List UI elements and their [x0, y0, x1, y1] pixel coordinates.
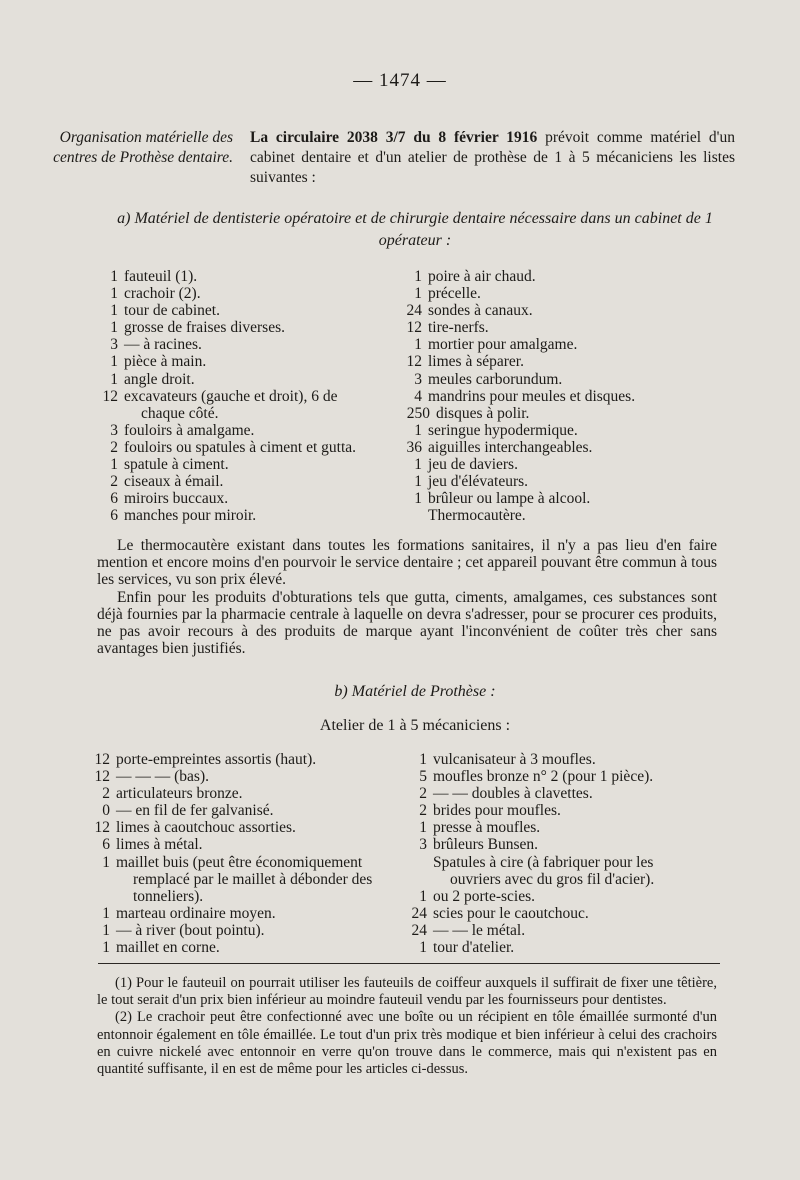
item-text: pièce à main. [124, 353, 207, 371]
list-item [88, 836, 398, 853]
item-quantity: 12 [406, 319, 422, 337]
item-quantity: 1 [102, 939, 110, 957]
item-quantity: 1 [102, 904, 110, 922]
item-text: disques à polir. [436, 404, 530, 422]
item-text: moufles bronze n° 2 (pour 1 pièce). [433, 768, 654, 786]
item-text: articulateurs bronze. [116, 785, 243, 803]
item-text: ciseaux à émail. [124, 473, 224, 491]
list-item [96, 371, 401, 388]
item-text: brûleurs Bunsen. [433, 836, 539, 854]
item-quantity: 1 [419, 751, 427, 768]
item-text: mortier pour amalgame. [428, 336, 578, 354]
item-quantity: 2 [419, 785, 427, 803]
item-quantity: 1 [414, 268, 422, 285]
item-quantity: 2 [110, 438, 118, 456]
item-text: poire à air chaud. [428, 268, 536, 285]
item-text: meules carborundum. [428, 370, 563, 388]
item-quantity: 12 [94, 819, 110, 837]
item-text: — — le métal. [433, 921, 526, 939]
item-text: maillet en corne. [116, 939, 220, 957]
list-item [88, 802, 398, 819]
item-text: — à river (bout pointu). [116, 921, 265, 939]
list-item [88, 922, 398, 939]
item-quantity: 4 [414, 387, 422, 405]
item-text: brûleur ou lampe à alcool. [428, 490, 591, 508]
item-text: marteau ordinaire moyen. [116, 904, 276, 922]
item-text: crachoir (2). [124, 285, 201, 303]
list-item [405, 922, 720, 939]
item-text: spatule à ciment. [124, 456, 229, 474]
list-item-continuation: remplacé par le maillet à débonder des tonneliers). [133, 870, 373, 905]
item-quantity: 250 [406, 404, 430, 422]
item-quantity: 3 [414, 370, 422, 388]
item-quantity: 1 [414, 456, 422, 474]
item-text: tire-nerfs. [428, 319, 489, 337]
list-item [96, 302, 401, 319]
section-b-heading: b) Matériel de Prothèse : [334, 683, 496, 700]
item-text: limes à séparer. [428, 353, 524, 371]
list-item [96, 336, 401, 353]
list-item [96, 507, 401, 524]
list-item [88, 768, 398, 785]
item-text: sondes à canaux. [428, 302, 533, 320]
item-text: angle droit. [124, 370, 195, 388]
list-item [405, 768, 720, 785]
item-text: vulcanisateur à 3 moufles. [433, 751, 596, 768]
item-text: aiguilles interchangeables. [428, 438, 593, 456]
list-item [405, 888, 720, 905]
item-text: — en fil de fer galvanisé. [116, 802, 274, 820]
list-item [96, 439, 401, 456]
list-item [400, 490, 720, 507]
section-b-left-list [88, 751, 398, 956]
list-item [405, 854, 720, 871]
item-text: maillet buis (peut être économiquement [116, 853, 363, 871]
list-item [405, 939, 720, 956]
item-quantity: 6 [102, 836, 110, 854]
item-text: — à racines. [124, 336, 202, 354]
footnote-rule [98, 963, 720, 964]
body-paragraphs [97, 537, 717, 657]
item-quantity: 12 [94, 768, 110, 786]
list-item [96, 285, 401, 302]
list-item [400, 285, 720, 302]
item-text: brides pour moufles. [433, 802, 561, 820]
section-b-subheading: Atelier de 1 à 5 mécaniciens : [319, 717, 511, 734]
list-item [400, 473, 720, 490]
item-quantity: 24 [411, 904, 427, 922]
list-item [96, 473, 401, 490]
item-text: tour de cabinet. [124, 302, 220, 320]
list-item [400, 507, 720, 524]
item-text: limes à métal. [116, 836, 203, 854]
item-quantity: 2 [102, 785, 110, 803]
item-text: limes à caoutchouc assorties. [116, 819, 296, 837]
item-text: fouloirs ou spatules à ciment et gutta. [124, 438, 357, 456]
item-quantity: 1 [414, 285, 422, 303]
list-item [88, 751, 398, 768]
list-item [400, 353, 720, 370]
footnote-1: (1) Pour le fauteuil on pourrait utiliser les fauteuils de coiffeur auxquels il suffirait de fixer une têtière, le tout serait d'un prix bien inférieur au moindre fauteuil vendu par les fournisseurs pour dentistes. [97, 975, 717, 1009]
item-quantity: 1 [110, 370, 118, 388]
paragraph: Le thermocautère existant dans toutes les formations sanitaires, il n'y a pas lieu d'en faire mention et encore moins d'en pourvoir le service dentaire ; cet appareil pouvant être commun à tous les services, vu son prix élevé. [97, 537, 717, 589]
item-quantity: 3 [110, 421, 118, 439]
list-item [96, 388, 401, 405]
item-quantity: 1 [414, 490, 422, 508]
section-a-right-list [400, 268, 720, 524]
item-quantity: 1 [110, 302, 118, 320]
item-quantity: 1 [414, 473, 422, 491]
list-item [405, 785, 720, 802]
item-quantity: 36 [406, 438, 422, 456]
list-item [96, 490, 401, 507]
list-item [405, 819, 720, 836]
item-quantity: 6 [110, 490, 118, 508]
item-text: manches pour miroir. [124, 507, 257, 525]
list-item [96, 268, 401, 285]
list-item [400, 388, 720, 405]
item-quantity: 3 [419, 836, 427, 854]
item-text: ou 2 porte-scies. [433, 887, 536, 905]
section-a-left-list [96, 268, 401, 524]
list-item [400, 422, 720, 439]
list-item-continuation: chaque côté. [141, 404, 219, 422]
list-item [400, 268, 720, 285]
list-item [400, 405, 720, 422]
list-item [96, 319, 401, 336]
item-quantity: 1 [102, 853, 110, 871]
item-quantity: 1 [419, 887, 427, 905]
item-text: jeu de daviers. [428, 456, 518, 474]
list-item [96, 422, 401, 439]
list-item [405, 751, 720, 768]
list-item [96, 456, 401, 473]
item-text: fouloirs à amalgame. [124, 421, 255, 439]
item-text: précelle. [428, 285, 481, 303]
item-quantity: 1 [110, 456, 118, 474]
list-item [400, 336, 720, 353]
item-quantity: 1 [110, 268, 118, 285]
list-item [96, 353, 401, 370]
footnote-2: (2) Le crachoir peut être confectionné avec une boîte ou un récipient en tôle émaillée surmonté d'un entonnoir également en tôle émaillée. Le tout d'un prix très modique et bien inférieur à celui des crachoirs en cuivre nickelé avec entonnoir en verre qu'on trouve dans le commerce, mais qui n'existent pas en quantité suffisante, il en est de même pour les articles ci-dessus. [97, 1009, 717, 1078]
list-item [405, 836, 720, 853]
item-quantity: 2 [419, 802, 427, 820]
item-text: seringue hypodermique. [428, 421, 578, 439]
item-quantity: 1 [102, 921, 110, 939]
item-quantity: 12 [406, 353, 422, 371]
list-item [400, 371, 720, 388]
item-quantity: 2 [110, 473, 118, 491]
footnotes [97, 975, 717, 1078]
item-text: — — — (bas). [116, 768, 209, 786]
item-quantity: 24 [411, 921, 427, 939]
margin-note: Organisation matérielle des centres de Prothèse dentaire. [53, 129, 233, 166]
item-quantity: 5 [419, 768, 427, 786]
list-item [88, 854, 398, 871]
item-text: mandrins pour meules et disques. [428, 387, 636, 405]
page-number: — 1474 — [353, 70, 447, 91]
item-text: Thermocautère. [428, 507, 526, 525]
item-text: presse à moufles. [433, 819, 541, 837]
item-text: jeu d'élévateurs. [428, 473, 529, 491]
section-b-right-list [405, 751, 720, 956]
item-quantity: 1 [414, 336, 422, 354]
item-text: excavateurs (gauche et droit), 6 de [124, 387, 338, 405]
item-quantity: 1 [419, 939, 427, 957]
list-item [405, 802, 720, 819]
item-quantity: 3 [110, 336, 118, 354]
list-item [405, 905, 720, 922]
list-item [400, 456, 720, 473]
list-item [400, 302, 720, 319]
item-quantity: 12 [94, 751, 110, 768]
list-item [88, 939, 398, 956]
section-a-heading: a) Matériel de dentisterie opératoire et de chirurgie dentaire nécessaire dans un cabinet de 1 opérateur : [117, 210, 713, 249]
list-item [400, 439, 720, 456]
item-quantity: 1 [110, 319, 118, 337]
item-quantity: 1 [419, 819, 427, 837]
item-text: scies pour le caoutchouc. [433, 904, 589, 922]
item-quantity: 12 [102, 387, 118, 405]
item-quantity: 0 [102, 802, 110, 820]
item-quantity: 24 [406, 302, 422, 320]
intro-prefix: La circulaire 2038 3/7 du 8 février 1916 [250, 129, 538, 146]
item-text: tour d'atelier. [433, 939, 515, 957]
paragraph: Enfin pour les produits d'obturations tels que gutta, ciments, amalgames, ces substances sont déjà fournies par la pharmacie centrale à laquelle on devra s'adresser, pour se procurer ces produits, ne pas avoir recours à des produits de marque ayant l'inconvénient de coûter très cher sans avantages bien justifiés. [97, 588, 717, 658]
item-text: porte-empreintes assortis (haut). [116, 751, 317, 768]
list-item [88, 785, 398, 802]
item-quantity: 1 [414, 421, 422, 439]
item-text: Spatules à cire (à fabriquer pour les [433, 853, 654, 871]
item-quantity: 1 [110, 353, 118, 371]
list-item [400, 319, 720, 336]
item-text: fauteuil (1). [124, 268, 198, 285]
list-item-continuation: ouvriers avec du gros fil d'acier). [450, 870, 655, 888]
item-text: grosse de fraises diverses. [124, 319, 285, 337]
list-item [88, 819, 398, 836]
item-text: miroirs buccaux. [124, 490, 229, 508]
list-item [88, 905, 398, 922]
item-text: — — doubles à clavettes. [433, 785, 593, 803]
intro-text: prévoit comme matériel d'un cabinet dentaire et d'un atelier de prothèse de 1 à 5 mécaniciens les listes suivantes : [250, 129, 735, 186]
item-quantity: 1 [110, 285, 118, 303]
item-quantity: 6 [110, 507, 118, 525]
intro-paragraph [250, 128, 735, 188]
